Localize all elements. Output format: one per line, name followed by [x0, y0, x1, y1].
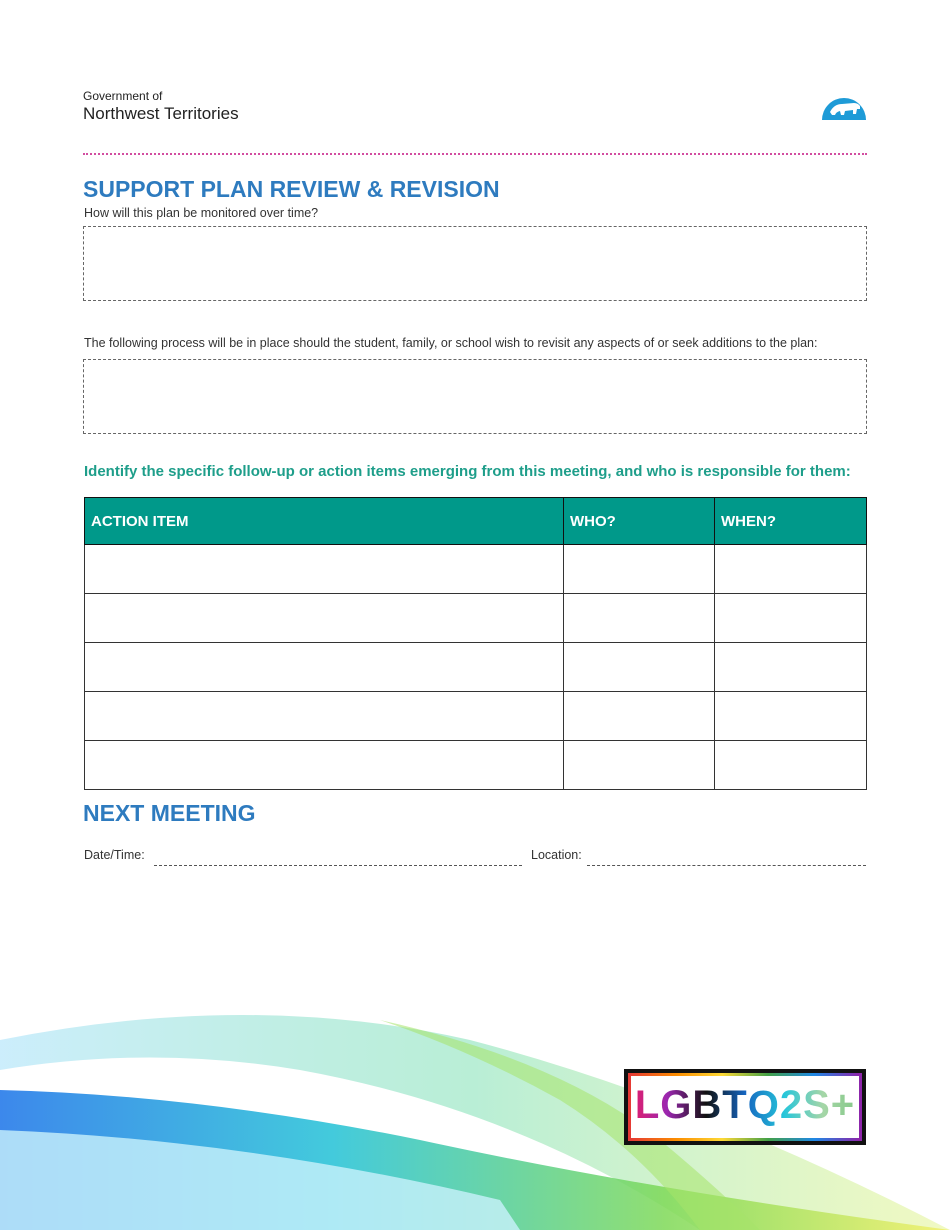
who-cell[interactable] [564, 692, 715, 741]
lgbtq2s-badge [624, 1069, 866, 1145]
process-label: The following process will be in place should the student, family, or school wish to revisit any aspects of or seek additions to the plan: [84, 336, 818, 350]
polar-bear-logo-icon [820, 82, 868, 122]
process-field[interactable] [83, 359, 867, 434]
action-item-cell[interactable] [85, 692, 564, 741]
action-item-cell[interactable] [85, 545, 564, 594]
monitor-field[interactable] [83, 226, 867, 301]
action-items-heading: Identify the specific follow-up or action items emerging from this meeting, and who is responsible for them: [84, 463, 851, 480]
when-cell[interactable] [715, 545, 867, 594]
action-item-cell[interactable] [85, 643, 564, 692]
government-logo-text [83, 90, 239, 122]
table-row [85, 692, 867, 741]
table-header-row [85, 498, 867, 545]
lgbtq2s-badge-text: LGBTQ2S+ [628, 1083, 862, 1128]
location-label: Location: [531, 848, 582, 862]
table-row [85, 741, 867, 790]
monitor-label: How will this plan be monitored over time? [84, 206, 319, 220]
who-cell[interactable] [564, 741, 715, 790]
when-cell[interactable] [715, 741, 867, 790]
column-header-who: WHO? [564, 498, 715, 545]
table-row [85, 594, 867, 643]
column-header-action-item: ACTION ITEM [85, 498, 564, 545]
who-cell[interactable] [564, 545, 715, 594]
next-meeting-title: NEXT MEETING [83, 800, 256, 826]
who-cell[interactable] [564, 643, 715, 692]
location-field[interactable] [587, 865, 866, 866]
date-time-label: Date/Time: [84, 848, 145, 862]
header-divider [83, 153, 867, 155]
gov-big-text: Northwest Territories [83, 104, 239, 123]
who-cell[interactable] [564, 594, 715, 643]
gov-small-text: Government of [83, 89, 163, 103]
action-item-cell[interactable] [85, 594, 564, 643]
when-cell[interactable] [715, 594, 867, 643]
action-items-table [84, 497, 867, 790]
table-row [85, 643, 867, 692]
action-item-cell[interactable] [85, 741, 564, 790]
date-time-field[interactable] [154, 865, 522, 866]
page-title: SUPPORT PLAN REVIEW & REVISION [83, 176, 500, 202]
when-cell[interactable] [715, 692, 867, 741]
column-header-when: WHEN? [715, 498, 867, 545]
table-row [85, 545, 867, 594]
when-cell[interactable] [715, 643, 867, 692]
